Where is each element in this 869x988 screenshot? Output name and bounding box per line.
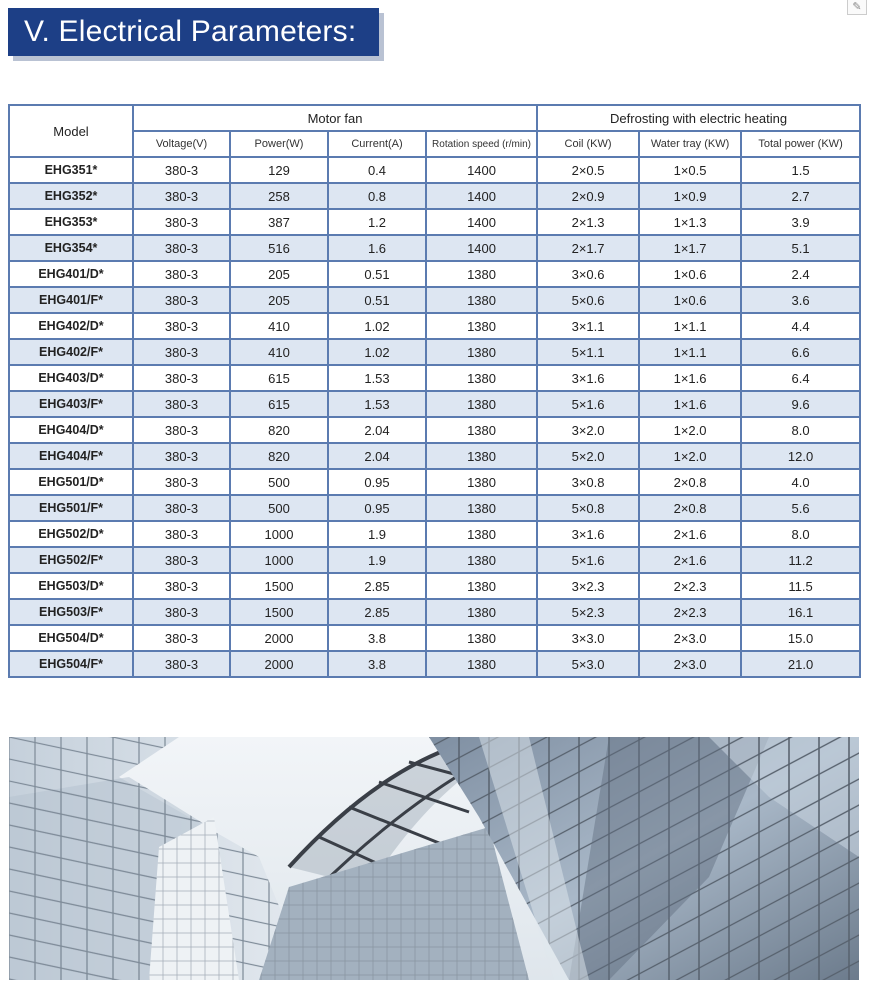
current-cell: 2.04	[328, 417, 426, 443]
voltage-cell: 380-3	[133, 625, 230, 651]
power-column-header: Power(W)	[230, 131, 328, 157]
current-cell: 2.85	[328, 573, 426, 599]
column-header-row	[9, 131, 860, 157]
voltage-cell: 380-3	[133, 391, 230, 417]
power-cell: 410	[230, 339, 328, 365]
total-power-cell: 21.0	[741, 651, 860, 677]
voltage-cell: 380-3	[133, 521, 230, 547]
water-tray-cell: 1×1.6	[639, 365, 741, 391]
current-cell: 1.02	[328, 339, 426, 365]
water-tray-cell: 1×0.9	[639, 183, 741, 209]
model-cell: EHG503/F*	[9, 599, 133, 625]
current-cell: 0.95	[328, 495, 426, 521]
rotation-speed-cell: 1380	[426, 625, 537, 651]
rotation-speed-cell: 1380	[426, 547, 537, 573]
water-tray-cell: 1×1.7	[639, 235, 741, 261]
rotation-speed-cell: 1380	[426, 365, 537, 391]
power-cell: 1000	[230, 547, 328, 573]
rotation-speed-cell: 1380	[426, 599, 537, 625]
water-tray-cell: 1×0.6	[639, 261, 741, 287]
power-cell: 820	[230, 417, 328, 443]
water-tray-cell: 2×2.3	[639, 573, 741, 599]
voltage-cell: 380-3	[133, 209, 230, 235]
defrosting-group-header: Defrosting with electric heating	[537, 105, 860, 131]
voltage-cell: 380-3	[133, 313, 230, 339]
model-cell: EHG351*	[9, 157, 133, 183]
power-cell: 410	[230, 313, 328, 339]
total-power-cell: 2.7	[741, 183, 860, 209]
rotation-speed-cell: 1380	[426, 287, 537, 313]
water-tray-cell: 1×2.0	[639, 417, 741, 443]
total-power-column-header: Total power (KW)	[741, 131, 860, 157]
total-power-cell: 3.9	[741, 209, 860, 235]
rotation-speed-cell: 1400	[426, 157, 537, 183]
model-cell: EHG504/D*	[9, 625, 133, 651]
table-row	[9, 469, 860, 495]
model-cell: EHG402/D*	[9, 313, 133, 339]
table-row	[9, 183, 860, 209]
water-tray-cell: 2×3.0	[639, 625, 741, 651]
coil-cell: 5×2.0	[537, 443, 639, 469]
power-cell: 1500	[230, 573, 328, 599]
power-cell: 2000	[230, 625, 328, 651]
table-row	[9, 625, 860, 651]
current-cell: 1.2	[328, 209, 426, 235]
current-cell: 2.04	[328, 443, 426, 469]
voltage-cell: 380-3	[133, 469, 230, 495]
current-column-header: Current(A)	[328, 131, 426, 157]
water-tray-cell: 1×2.0	[639, 443, 741, 469]
voltage-cell: 380-3	[133, 365, 230, 391]
rotation-speed-cell: 1380	[426, 339, 537, 365]
total-power-cell: 9.6	[741, 391, 860, 417]
table-row	[9, 365, 860, 391]
table-row	[9, 209, 860, 235]
coil-cell: 5×2.3	[537, 599, 639, 625]
voltage-cell: 380-3	[133, 261, 230, 287]
total-power-cell: 8.0	[741, 521, 860, 547]
coil-cell: 2×1.7	[537, 235, 639, 261]
model-cell: EHG403/F*	[9, 391, 133, 417]
coil-cell: 3×2.3	[537, 573, 639, 599]
rotation-speed-cell: 1380	[426, 261, 537, 287]
total-power-cell: 15.0	[741, 625, 860, 651]
water-tray-cell: 1×1.3	[639, 209, 741, 235]
current-cell: 0.8	[328, 183, 426, 209]
power-cell: 387	[230, 209, 328, 235]
total-power-cell: 16.1	[741, 599, 860, 625]
table-row	[9, 157, 860, 183]
voltage-cell: 380-3	[133, 339, 230, 365]
total-power-cell: 11.2	[741, 547, 860, 573]
total-power-cell: 1.5	[741, 157, 860, 183]
rotation-speed-column-header: Rotation speed (r/min)	[426, 131, 537, 157]
model-cell: EHG504/F*	[9, 651, 133, 677]
power-cell: 129	[230, 157, 328, 183]
voltage-cell: 380-3	[133, 287, 230, 313]
model-cell: EHG401/D*	[9, 261, 133, 287]
water-tray-cell: 2×2.3	[639, 599, 741, 625]
rotation-speed-cell: 1380	[426, 521, 537, 547]
electrical-parameters-table	[8, 104, 861, 678]
rotation-speed-cell: 1380	[426, 417, 537, 443]
rotation-speed-cell: 1400	[426, 209, 537, 235]
power-cell: 2000	[230, 651, 328, 677]
power-cell: 500	[230, 469, 328, 495]
coil-cell: 5×3.0	[537, 651, 639, 677]
water-tray-cell: 1×1.6	[639, 391, 741, 417]
model-column-header: Model	[9, 105, 133, 157]
voltage-cell: 380-3	[133, 547, 230, 573]
power-cell: 258	[230, 183, 328, 209]
coil-cell: 5×0.6	[537, 287, 639, 313]
model-cell: EHG404/F*	[9, 443, 133, 469]
model-cell: EHG402/F*	[9, 339, 133, 365]
power-cell: 615	[230, 391, 328, 417]
water-tray-cell: 1×0.6	[639, 287, 741, 313]
model-cell: EHG353*	[9, 209, 133, 235]
power-cell: 205	[230, 261, 328, 287]
coil-cell: 3×0.8	[537, 469, 639, 495]
coil-cell: 3×3.0	[537, 625, 639, 651]
model-cell: EHG503/D*	[9, 573, 133, 599]
table-row	[9, 391, 860, 417]
power-cell: 500	[230, 495, 328, 521]
coil-cell: 3×1.6	[537, 521, 639, 547]
water-tray-cell: 2×0.8	[639, 469, 741, 495]
water-tray-cell: 2×0.8	[639, 495, 741, 521]
table-row	[9, 235, 860, 261]
current-cell: 1.53	[328, 391, 426, 417]
total-power-cell: 6.4	[741, 365, 860, 391]
total-power-cell: 11.5	[741, 573, 860, 599]
rotation-speed-cell: 1380	[426, 573, 537, 599]
table-row	[9, 417, 860, 443]
rotation-speed-cell: 1380	[426, 391, 537, 417]
section-title: V. Electrical Parameters:	[8, 8, 379, 56]
power-cell: 820	[230, 443, 328, 469]
table-row	[9, 651, 860, 677]
voltage-cell: 380-3	[133, 183, 230, 209]
rotation-speed-cell: 1380	[426, 651, 537, 677]
coil-cell: 2×0.9	[537, 183, 639, 209]
power-cell: 205	[230, 287, 328, 313]
model-cell: EHG352*	[9, 183, 133, 209]
current-cell: 0.51	[328, 261, 426, 287]
voltage-cell: 380-3	[133, 443, 230, 469]
total-power-cell: 4.4	[741, 313, 860, 339]
coil-cell: 2×0.5	[537, 157, 639, 183]
coil-cell: 5×1.1	[537, 339, 639, 365]
current-cell: 0.4	[328, 157, 426, 183]
table-row	[9, 339, 860, 365]
voltage-column-header: Voltage(V)	[133, 131, 230, 157]
coil-cell: 5×1.6	[537, 391, 639, 417]
rotation-speed-cell: 1400	[426, 235, 537, 261]
table-row	[9, 495, 860, 521]
power-cell: 516	[230, 235, 328, 261]
model-cell: EHG401/F*	[9, 287, 133, 313]
model-cell: EHG404/D*	[9, 417, 133, 443]
voltage-cell: 380-3	[133, 157, 230, 183]
current-cell: 3.8	[328, 651, 426, 677]
model-cell: EHG502/F*	[9, 547, 133, 573]
total-power-cell: 5.6	[741, 495, 860, 521]
model-cell: EHG501/D*	[9, 469, 133, 495]
water-tray-cell: 1×0.5	[639, 157, 741, 183]
coil-cell: 3×1.6	[537, 365, 639, 391]
voltage-cell: 380-3	[133, 573, 230, 599]
total-power-cell: 4.0	[741, 469, 860, 495]
rotation-speed-cell: 1380	[426, 443, 537, 469]
coil-cell: 5×1.6	[537, 547, 639, 573]
power-cell: 615	[230, 365, 328, 391]
table-row	[9, 287, 860, 313]
coil-cell: 3×2.0	[537, 417, 639, 443]
model-cell: EHG403/D*	[9, 365, 133, 391]
current-cell: 0.95	[328, 469, 426, 495]
current-cell: 0.51	[328, 287, 426, 313]
motor-fan-group-header: Motor fan	[133, 105, 537, 131]
model-cell: EHG354*	[9, 235, 133, 261]
table-row	[9, 573, 860, 599]
voltage-cell: 380-3	[133, 599, 230, 625]
rotation-speed-cell: 1400	[426, 183, 537, 209]
water-tray-column-header: Water tray (KW)	[639, 131, 741, 157]
voltage-cell: 380-3	[133, 495, 230, 521]
coil-cell: 5×0.8	[537, 495, 639, 521]
current-cell: 2.85	[328, 599, 426, 625]
total-power-cell: 6.6	[741, 339, 860, 365]
table-body	[9, 157, 860, 677]
total-power-cell: 5.1	[741, 235, 860, 261]
coil-column-header: Coil (KW)	[537, 131, 639, 157]
water-tray-cell: 2×3.0	[639, 651, 741, 677]
total-power-cell: 8.0	[741, 417, 860, 443]
building-photo	[9, 737, 859, 980]
table-row	[9, 547, 860, 573]
voltage-cell: 380-3	[133, 417, 230, 443]
model-cell: EHG502/D*	[9, 521, 133, 547]
voltage-cell: 380-3	[133, 651, 230, 677]
voltage-cell: 380-3	[133, 235, 230, 261]
current-cell: 1.9	[328, 521, 426, 547]
coil-cell: 3×0.6	[537, 261, 639, 287]
rotation-speed-cell: 1380	[426, 495, 537, 521]
current-cell: 3.8	[328, 625, 426, 651]
current-cell: 1.6	[328, 235, 426, 261]
table-row	[9, 521, 860, 547]
power-cell: 1000	[230, 521, 328, 547]
water-tray-cell: 2×1.6	[639, 521, 741, 547]
current-cell: 1.53	[328, 365, 426, 391]
edit-icon[interactable]: ✎	[847, 0, 867, 15]
total-power-cell: 3.6	[741, 287, 860, 313]
model-cell: EHG501/F*	[9, 495, 133, 521]
water-tray-cell: 1×1.1	[639, 313, 741, 339]
rotation-speed-cell: 1380	[426, 469, 537, 495]
rotation-speed-cell: 1380	[426, 313, 537, 339]
table-row	[9, 443, 860, 469]
water-tray-cell: 2×1.6	[639, 547, 741, 573]
table-row	[9, 599, 860, 625]
current-cell: 1.02	[328, 313, 426, 339]
power-cell: 1500	[230, 599, 328, 625]
current-cell: 1.9	[328, 547, 426, 573]
total-power-cell: 2.4	[741, 261, 860, 287]
coil-cell: 3×1.1	[537, 313, 639, 339]
table-row	[9, 313, 860, 339]
water-tray-cell: 1×1.1	[639, 339, 741, 365]
coil-cell: 2×1.3	[537, 209, 639, 235]
table-row	[9, 261, 860, 287]
total-power-cell: 12.0	[741, 443, 860, 469]
glass-skyscrapers-photo	[9, 737, 859, 980]
